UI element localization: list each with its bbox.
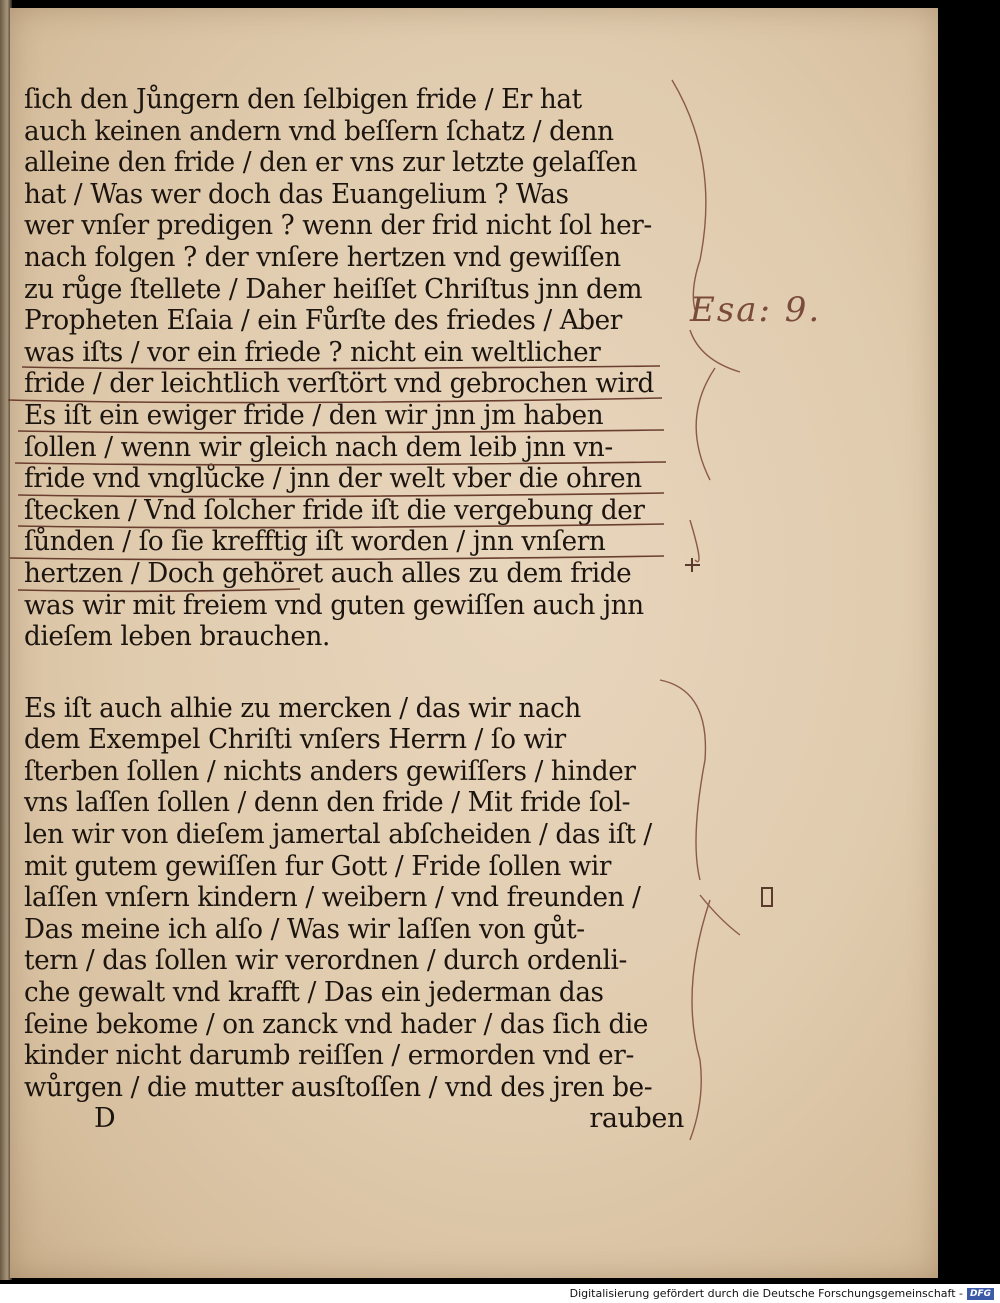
- margin-note: Esa: 9.: [690, 290, 822, 330]
- book-page: [10, 8, 938, 1278]
- text-line: Es iſt ein ewiger fride / den wir jnn jm haben: [24, 399, 604, 431]
- text-line: alleine den fride / den er vns zur letzte gelaſſen: [24, 147, 637, 179]
- text-line: was wir mit freiem vnd guten gewiſſen auch jnn: [24, 589, 644, 621]
- text-line: hat / Was wer doch das Euangelium ? Was: [24, 178, 569, 210]
- paragraph-1: [24, 84, 704, 653]
- text-line: nach folgen ? der vnſere hertzen vnd gewiſſen: [24, 241, 621, 273]
- footer-bar: [0, 1284, 1000, 1303]
- last-line: [24, 1103, 684, 1135]
- text-line: laſſen vnſern kindern / weibern / vnd freunden /: [24, 882, 641, 914]
- text-line: ſeine bekome / on zanck vnd hader / das ſich die: [24, 1008, 649, 1040]
- signature-mark: D: [94, 1103, 116, 1135]
- text-line: ſterben ſollen / nichts anders gewiſſers / hinder: [24, 755, 636, 787]
- text-line: dieſem leben brauchen.: [24, 621, 330, 653]
- text-line: ſůnden / ſo ſie krefftig iſt worden / jnn vnſern: [24, 526, 606, 558]
- text-line: tern / das ſollen wir verordnen / durch ordenli-: [24, 945, 627, 977]
- text-line: Das meine ich alſo / Was wir laſſen von gůt-: [24, 913, 585, 945]
- text-line: fride / der leichtlich verſtört vnd gebrochen wird: [24, 368, 654, 400]
- text-line: kinder nicht darumb reiſſen / ermorden vnd er-: [24, 1040, 634, 1072]
- dfg-logo: DFG: [967, 1288, 994, 1300]
- text-line: was iſts / vor ein friede ? nicht ein weltlicher: [24, 336, 601, 368]
- text-line: fride vnd vnglůcke / jnn der welt vber die ohren: [24, 463, 642, 495]
- paragraph-2: [24, 693, 704, 1104]
- text-line: che gewalt vnd krafft / Das ein jederman das: [24, 977, 604, 1009]
- text-line: Propheten Eſaia / ein Fůrſte des friedes / Aber: [24, 305, 622, 337]
- scan-top-edge: [0, 0, 110, 8]
- text-line: ſich den Jůngern den ſelbigen fride / Er hat: [24, 84, 582, 115]
- text-line: Es iſt auch alhie zu mercken / das wir nach: [24, 692, 581, 724]
- catchword: rauben: [589, 1103, 684, 1135]
- text-line: hertzen / Doch gehöret auch alles zu dem fride: [24, 557, 632, 589]
- text-line: len wir von dieſem jamertal abſcheiden / das iſt /: [24, 819, 652, 851]
- text-line: ſtecken / Vnd ſolcher fride iſt die vergebung der: [24, 494, 645, 526]
- text-line: wůrgen / die mutter ausſtoſſen / vnd des jren be-: [24, 1071, 653, 1103]
- paragraph-gap: [24, 653, 704, 693]
- text-line: zu růge ſtellete / Daher heiſſet Chriſtus jnn dem: [24, 273, 643, 305]
- text-line: vns laſſen ſollen / denn den fride / Mit fride ſol-: [24, 787, 631, 819]
- text-line: mit gutem gewiſſen fur Gott / Fride ſollen wir: [24, 850, 612, 882]
- text-line: ſollen / wenn wir gleich nach dem leib jnn vn-: [24, 431, 613, 463]
- text-line: auch keinen andern vnd beſſern ſchatz / denn: [24, 115, 614, 147]
- text-line: dem Exempel Chriſti vnſers Herrn / ſo wir: [24, 724, 566, 756]
- footer-credit: Digitalisierung gefördert durch die Deutsche Forschungsgemeinschaft -: [569, 1287, 963, 1300]
- text-block: [24, 84, 704, 1135]
- text-line: wer vnſer predigen ? wenn der frid nicht ſol her-: [24, 210, 652, 242]
